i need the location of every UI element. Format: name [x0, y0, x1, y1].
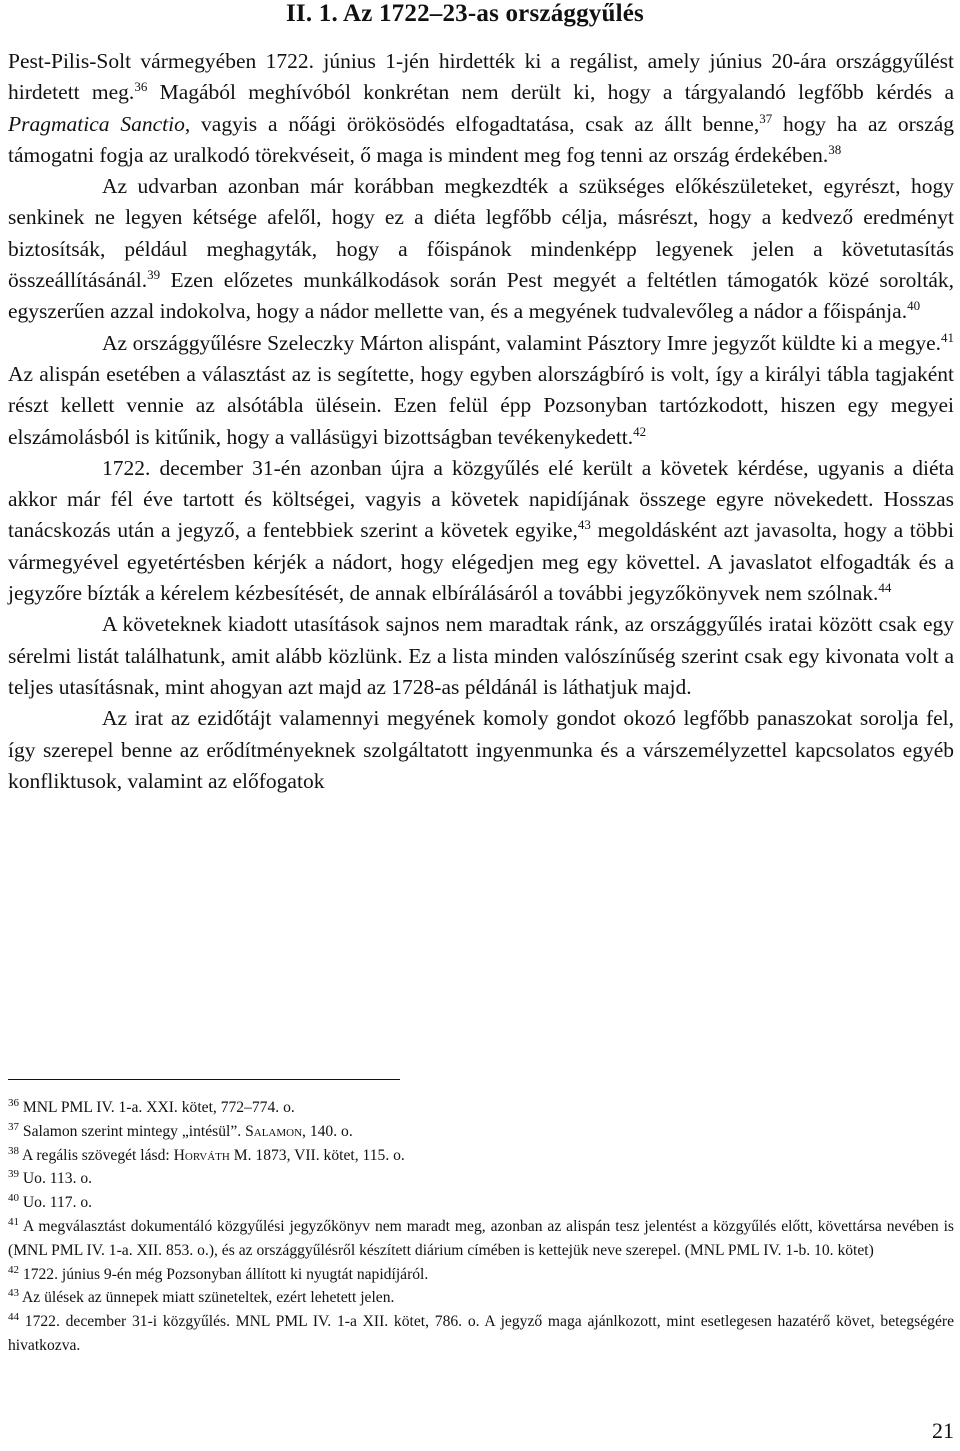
text-run: Salamon szerint mintegy „intésül”. [22, 1122, 246, 1140]
footnote [8, 1191, 954, 1215]
text-run: M. 1873, VII. kötet, 115. o. [229, 1146, 405, 1164]
author-name: Horváth [173, 1146, 230, 1164]
body-text [8, 46, 954, 797]
text-run: Az ülések az ünnepek miatt szüneteltek, ezért lehetett jelen. [22, 1289, 395, 1307]
footnote-reference: 40 [907, 298, 921, 314]
text-run: Az alispán esetében a választást az is segítette, hogy egyben alországbíró is volt, így a királyi tábla tagjaként részt kellett vennie az alsótábla ülésein. Ezen felül épp Pozsonyban tartózkodott, hiszen egy megyei elszámolásból is kitűnik, hogy a vallásügyi bizottságban tevékenykedett. [8, 361, 954, 449]
text-run: Az udvarban azonban már korábban megkezdték a szükséges előkészületeket, egyrészt, hogy senkinek ne legyen kétsége afelől, hogy ez a diéta legfőbb célja, másrészt, hogy a kedvező eredményt biztosítsák, például meghagyták, hogy a főispánok mindenképp legyenek jelen a követutasítás összeállításánál. [8, 174, 954, 293]
text-run: 1722. június 9-én még Pozsonyban állított ki nyugtát napidíjáról. [22, 1265, 429, 1283]
footnote-number: 37 [8, 1120, 19, 1133]
italic-term: Pragmatica Sanctio [8, 111, 185, 136]
footnote-reference: 36 [134, 79, 148, 95]
text-run: 1722. december 31-i közgyűlés. MNL PML IV. 1-a XII. kötet, 786. o. A jegyző maga ajánlkozott, mint esetlegesen hazatérő követ, betegségére hivatkozva. [8, 1313, 954, 1354]
footnote-reference: 37 [759, 110, 773, 126]
footnote-number: 36 [8, 1097, 19, 1109]
text-run: , vagyis a nőági örökösödés elfogadtatása, csak az állt benne, [184, 111, 760, 136]
text-run: Uo. 117. o. [22, 1194, 93, 1212]
footnote [8, 1144, 954, 1168]
footnote-reference: 42 [633, 423, 647, 439]
text-run: 1722. december 31-én azonban újra a közgyűlés elé került a követek kérdése, ugyanis a diéta akkor már fél éve tartott és költségei, vagyis a követek napidíjának összege egyre növekedett. Hosszas tanácskozás után a jegyző, a fentebbiek szerint a követek egyike, [8, 455, 954, 543]
footnote-divider [8, 1079, 400, 1080]
footnote-number: 38 [8, 1144, 19, 1157]
footnote-reference: 43 [577, 517, 591, 533]
footnote [8, 1263, 954, 1287]
text-run: Ezen előzetes munkálkodások során Pest megyét a feltétlen támogatók közé sorolták, egyszerűen azzal indokolva, hogy a nádor mellette van, és a megyének tudvalevőleg a nádor a főispánja. [8, 268, 954, 324]
text-run: Uo. 113. o. [22, 1170, 93, 1188]
footnote [8, 1310, 954, 1358]
footnote-number: 42 [8, 1263, 19, 1276]
document-page [8, 0, 954, 797]
text-run: A regális szövegét lásd: [22, 1146, 174, 1164]
paragraph [8, 171, 954, 327]
footnote-number: 44 [8, 1311, 19, 1324]
page-number: 21 [932, 1418, 954, 1443]
footnotes [8, 1096, 954, 1358]
text-run: A követeknek kiadott utasítások sajnos nem maradtak ránk, az országgyűlés iratai között csak egy sérelmi listát találhatunk, amit alább közlünk. Ez a lista minden valószínűség szerint csak egy kivonata volt a teljes utasításnak, mint ahogyan azt majd az 1728-as példánál is láthatjuk majd. [8, 612, 954, 699]
footnote-number: 41 [8, 1215, 19, 1228]
footnote-number: 43 [8, 1287, 19, 1300]
paragraph [8, 328, 954, 453]
text-run: Pest-Pilis-Solt vármegyében 1722. június 1-jén hirdették ki a regálist, amely június 20-ára országgyűlést hirdetett meg. [8, 49, 954, 105]
paragraph [8, 703, 954, 797]
text-run: Az országgyűlésre Szeleczky Márton alispánt, valamint Pásztory Imre jegyzőt küldte ki a megye. [102, 330, 941, 355]
footnote-reference: 39 [147, 267, 161, 283]
footnote [8, 1215, 954, 1263]
text-run: megoldásként azt javasolta, hogy a többi vármegyével egyetértésben kérjék a nádort, hogy elégedjen meg egy követtel. A javaslatot elfogadták és a jegyzőre bízták a kérelem kézbesítését, de annak elbírálásáról a további jegyzőkönyvek nem szólnak. [8, 518, 954, 606]
text-run: MNL PML IV. 1-a. XXI. kötet, 772–774. o. [22, 1099, 295, 1116]
footnote [8, 1096, 954, 1120]
footnote-number: 40 [8, 1192, 19, 1205]
footnote-reference: 38 [828, 141, 842, 157]
text-run: hogy ha az ország támogatni fogja az uralkodó törekvéseit, ő maga is mindent meg fog tenni az ország érdekében. [8, 111, 954, 167]
footnote [8, 1167, 954, 1191]
footnote [8, 1120, 954, 1144]
text-run: A megválasztást dokumentáló közgyűlési jegyzőkönyv nem maradt meg, azonban az alispán tesz jelentést a közgyűlés előtt, követtársa nevében is (MNL PML IV. 1-a. XII. 853. o.), és az országgyűlésről készített diárium címében is kettejük neve szerepel. (MNL PML IV. 1-b. 10. kötet) [8, 1217, 954, 1259]
footnote-number: 39 [8, 1168, 19, 1181]
page-heading: II. 1. Az 1722–23-as országgyűlés [286, 0, 644, 27]
footnote-reference: 41 [941, 329, 954, 345]
author-name: Salamon [245, 1122, 303, 1140]
text-run: Az irat az ezidőtájt valamennyi megyének komoly gondot okozó legfőbb panaszokat sorolja fel, így szerepel benne az erődítményeknek szolgáltatott ingyenmunka és a várszemélyzettel kapcsolatos egyéb konfliktusok, valamint az előfogatok [8, 706, 954, 793]
paragraph [8, 609, 954, 703]
footnote [8, 1286, 954, 1310]
paragraph [8, 453, 954, 609]
text-run: , 140. o. [302, 1122, 353, 1140]
text-run: Magából meghívóból konkrétan nem derült ki, hogy a tárgyalandó legfőbb kérdés a [147, 80, 954, 105]
paragraph [8, 46, 954, 171]
footnote-reference: 44 [878, 580, 892, 596]
